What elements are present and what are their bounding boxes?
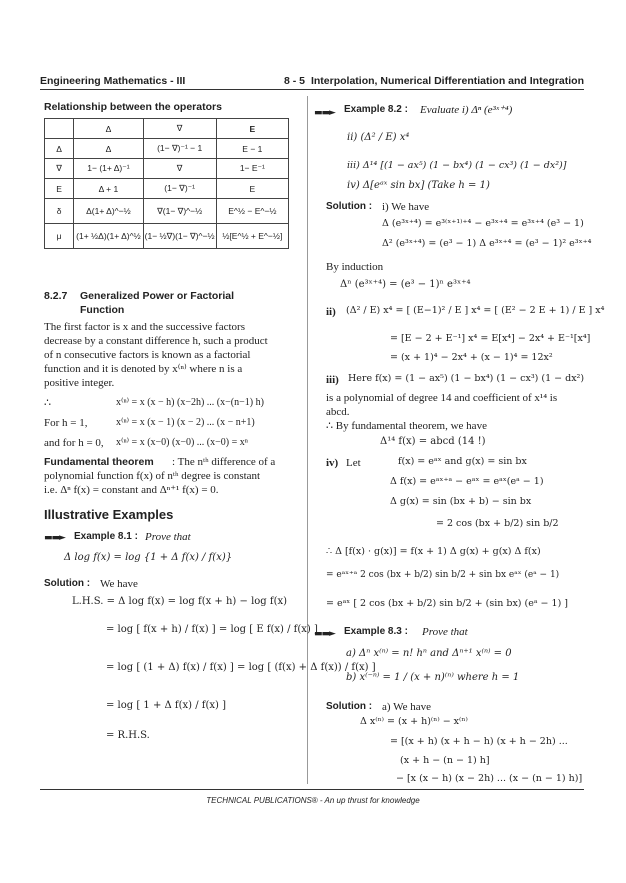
theorem-label: Fundamental theorem — [44, 456, 154, 468]
example-item: a) Δⁿ x⁽ⁿ⁾ = n! hⁿ and Δⁿ⁺¹ x⁽ⁿ⁾ = 0 — [346, 648, 512, 659]
part-line: f(x) = eᵃˣ and g(x) = sin bx — [398, 456, 527, 467]
arrow-icon: ▬▬► — [314, 629, 335, 639]
part-text: ∴ By fundamental theorem, we have — [326, 420, 487, 432]
table-cell: ∇ — [143, 159, 216, 179]
section-number: 8.2.7 — [44, 290, 68, 302]
derivation-step: = log [ (1 + Δ) f(x) / f(x) ] = log [ (f(x) + Δ f(x)) / f(x) ] — [106, 662, 376, 673]
part-line: Δ f(x) = eᵃˣ⁺ᵃ − eᵃˣ = eᵃˣ(eᵃ − 1) — [390, 476, 544, 487]
example-item: iv) Δ[eᵃˣ sin bx] (Take h = 1) — [347, 180, 490, 191]
theorem-line: polynomial function f(x) of nᵗʰ degree is constant — [44, 470, 261, 482]
table-cell: E — [216, 179, 288, 199]
part-label: ii) — [326, 306, 336, 318]
part-label: iii) — [326, 374, 339, 386]
induction-equation: Δⁿ (e³ˣ⁺⁴) = (e³ − 1)ⁿ e³ˣ⁺⁴ — [340, 279, 471, 290]
book-title: Engineering Mathematics - III — [40, 75, 186, 87]
product-line: = eᵃˣ⁺ᵃ 2 cos (bx + b/2) sin b/2 + sin bx eᵃˣ (eᵃ − 1) — [326, 570, 560, 580]
table-cell: ∇ — [45, 159, 74, 179]
table-cell: ∇(1− ∇)^−½ — [143, 199, 216, 224]
equation-lhs: ∴ — [44, 397, 51, 409]
paragraph-line: The first factor is x and the successive factors — [44, 321, 245, 333]
let-word: Let — [346, 457, 361, 469]
part-line: = 2 cos (bx + b/2) sin b/2 — [436, 518, 559, 529]
product-line: ∴ Δ [f(x) · g(x)] = f(x + 1) Δ g(x) + g(x) Δ f(x) — [326, 546, 541, 557]
equation-lhs: For h = 1, — [44, 417, 88, 429]
example-statement: Δ log f(x) = log {1 + Δ f(x) / f(x)} — [64, 552, 233, 563]
column-divider — [307, 96, 308, 784]
paragraph-line: of n consecutive factors is known as a factorial — [44, 349, 251, 361]
example-item: iii) Δ¹⁴ [(1 − ax⁵) (1 − bx⁴) (1 − cx³) (1 − dx²)] — [347, 160, 567, 171]
paragraph-line: positive integer. — [44, 377, 115, 389]
chapter-title: Interpolation, Numerical Differentiation and Integration — [310, 75, 584, 87]
solution-label: Solution : — [326, 201, 373, 212]
solution-text: We have — [100, 578, 138, 590]
part-equation: Here f(x) = (1 − ax⁵) (1 − bx⁴) (1 − cx³) (1 − dx²) — [348, 373, 585, 384]
table-cell: Δ — [74, 119, 143, 139]
solution-line: = [(x + h) (x + h − h) (x + h − 2h) ... — [390, 736, 568, 747]
footer-rule — [40, 789, 584, 790]
equation-rhs: x⁽ⁿ⁾ = x (x − h) (x−2h) ... (x−(n−1) h) — [116, 397, 264, 408]
lhs-line: L.H.S. = Δ log f(x) = log f(x + h) − log f(x) — [72, 596, 288, 607]
table-cell: ½[E^½ + E^−½] — [216, 224, 288, 249]
solution-line: Δ² (e³ˣ⁺⁴) = (e³ − 1) Δ e³ˣ⁺⁴ = (e³ − 1)² e³ˣ⁺⁴ — [382, 238, 592, 249]
solution-part: i) We have — [382, 201, 430, 213]
theorem-line: : The nᵗʰ difference of a — [172, 456, 276, 468]
solution-line: Δ x⁽ⁿ⁾ = (x + h)⁽ⁿ⁾ − x⁽ⁿ⁾ — [360, 716, 468, 727]
table-cell: ∇ — [143, 119, 216, 139]
part-text: abcd. — [326, 406, 350, 418]
example-label: Example 8.3 : — [344, 626, 408, 637]
table-cell: Δ + 1 — [74, 179, 143, 199]
paragraph-line: function and it is denoted by x⁽ⁿ⁾ where n is a — [44, 363, 243, 375]
arrow-icon: ▬▬► — [44, 533, 65, 543]
part-result: Δ¹⁴ f(x) = abcd (14 !) — [380, 436, 486, 447]
part-line: = (x + 1)⁴ − 2x⁴ + (x − 1)⁴ = 12x² — [390, 352, 553, 363]
page-footer: TECHNICAL PUBLICATIONS® - An up thrust for knowledge — [206, 796, 420, 805]
table-cell: E^½ − E^−½ — [216, 199, 288, 224]
table-cell: Δ — [45, 139, 74, 159]
theorem-line: i.e. Δⁿ f(x) = constant and Δⁿ⁺¹ f(x) = 0. — [44, 484, 219, 496]
example-task: Prove that — [422, 626, 468, 638]
solution-label: Solution : — [44, 578, 91, 589]
derivation-step: = log [ 1 + Δ f(x) / f(x) ] — [106, 700, 227, 711]
table-cell: 1− (1+ Δ)⁻¹ — [74, 159, 143, 179]
arrow-icon: ▬▬► — [314, 108, 335, 118]
page-number: 8 - 5 — [284, 75, 306, 87]
table-cell: E − 1 — [216, 139, 288, 159]
solution-line: Δ (e³ˣ⁺⁴) = e³⁽ˣ⁺¹⁾⁺⁴ − e³ˣ⁺⁴ = e³ˣ⁺⁴ (e³ − 1) — [382, 218, 584, 229]
part-label: iv) — [326, 457, 339, 469]
solution-line: (x + h − (n − 1) h] — [400, 755, 490, 766]
equation-lhs: and for h = 0, — [44, 437, 104, 449]
part-line: = [E − 2 + E⁻¹] x⁴ = E[x⁴] − 2x⁴ + E⁻¹[x⁴] — [390, 333, 591, 344]
part-equation: (Δ² / E) x⁴ = [ (E−1)² / E ] x⁴ = [ (E² − 2 E + 1) / E ] x⁴ — [346, 305, 605, 316]
example-label: Example 8.2 : — [344, 104, 408, 115]
examples-heading: Illustrative Examples — [44, 507, 174, 522]
paragraph-line: decrease by a constant difference h, such a product — [44, 335, 268, 347]
section-title-line2: Function — [80, 304, 125, 316]
equation-rhs: x⁽ⁿ⁾ = x (x − 1) (x − 2) ... (x − n+1) — [116, 417, 255, 428]
derivation-step: = log [ f(x + h) / f(x) ] = log [ E f(x) / f(x) ] — [106, 624, 318, 635]
equation-rhs: x⁽ⁿ⁾ = x (x−0) (x−0) ... (x−0) = xⁿ — [116, 437, 248, 448]
table-cell: 1− E⁻¹ — [216, 159, 288, 179]
table-cell — [45, 119, 74, 139]
table-cell: Δ(1+ Δ)^−½ — [74, 199, 143, 224]
derivation-step: = R.H.S. — [106, 730, 150, 741]
example-item: ii) (Δ² / E) x⁴ — [347, 132, 410, 143]
example-task: Evaluate i) Δⁿ (e³ˣ⁺⁴) — [420, 104, 513, 116]
example-item: b) x⁽⁻ⁿ⁾ = 1 / (x + n)⁽ⁿ⁾ where h = 1 — [346, 672, 520, 683]
table-cell: Δ — [74, 139, 143, 159]
solution-part: a) We have — [382, 701, 431, 713]
table-cell: (1− ∇)⁻¹ — [143, 179, 216, 199]
table-cell: (1+ ½Δ)(1+ Δ)^½ — [74, 224, 143, 249]
header-rule — [40, 89, 584, 90]
example-task: Prove that — [145, 531, 191, 543]
table-heading: Relationship between the operators — [44, 101, 222, 113]
solution-label: Solution : — [326, 701, 373, 712]
example-label: Example 8.1 : — [74, 531, 138, 542]
table-cell: (1− ½∇)(1− ∇)^−½ — [143, 224, 216, 249]
table-cell: E — [216, 119, 288, 139]
part-text: is a polynomial of degree 14 and coefficient of x¹⁴ is — [326, 392, 558, 404]
table-cell: (1− ∇)⁻¹ − 1 — [143, 139, 216, 159]
part-line: Δ g(x) = sin (bx + b) − sin bx — [390, 496, 532, 507]
table-cell: μ — [45, 224, 74, 249]
solution-line: − [x (x − h) (x − 2h) ... (x − (n − 1) h)] — [396, 773, 583, 784]
table-cell: δ — [45, 199, 74, 224]
product-line: = eᵃˣ [ 2 cos (bx + b/2) sin b/2 + (sin bx) (eᵃ − 1) ] — [326, 598, 569, 609]
operator-table — [44, 118, 289, 249]
table-cell: E — [45, 179, 74, 199]
by-induction: By induction — [326, 261, 384, 273]
section-title-line1: Generalized Power or Factorial — [80, 290, 235, 302]
